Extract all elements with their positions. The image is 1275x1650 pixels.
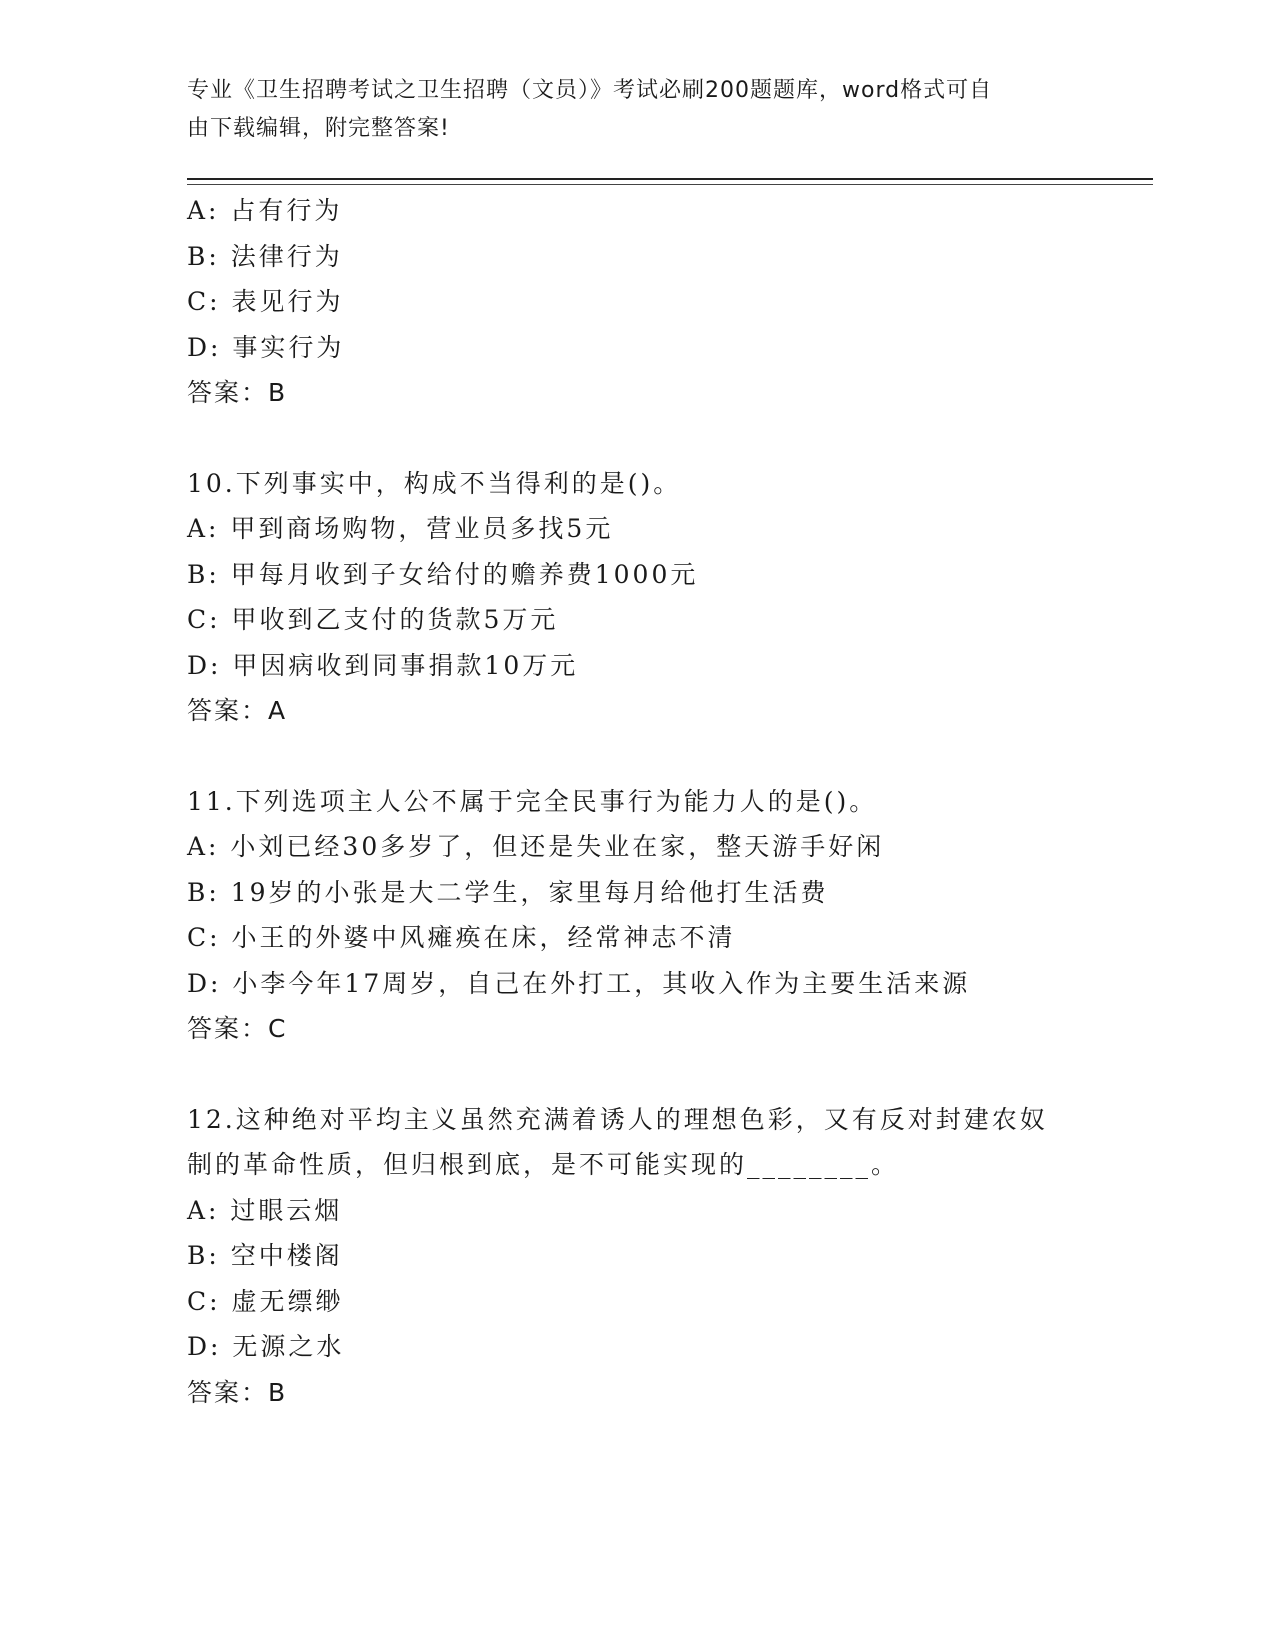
answer-label: 答案：B — [187, 378, 288, 407]
option-a: A: 过眼云烟 — [187, 1195, 343, 1225]
answer-label: 答案：C — [187, 1014, 288, 1043]
question-block-previous — [187, 188, 1147, 416]
option-a: A: 占有行为 — [187, 196, 343, 225]
option-d: D: 事实行为 — [187, 332, 345, 362]
option-c: C: 虚无缥缈 — [187, 1286, 344, 1316]
option-c: C: 小王的外婆中风瘫痪在床，经常神志不清 — [187, 923, 736, 952]
option-d: D: 甲因病收到同事捐款10万元 — [187, 650, 579, 680]
question-text-line-2: 制的革命性质，但归根到底，是不可能实现的________。 — [187, 1150, 900, 1179]
option-d: D: 小李今年17周岁，自己在外打工，其收入作为主要生活来源 — [187, 968, 971, 998]
question-text-line-1: 12.这种绝对平均主义虽然充满着诱人的理想色彩，又有反对封建农奴 — [187, 1104, 1048, 1134]
option-a: A: 小刘已经30多岁了，但还是失业在家，整天游手好闲 — [187, 832, 885, 861]
question-block-12 — [187, 1097, 1147, 1416]
header-divider-thin — [187, 184, 1153, 185]
header-divider-thick — [187, 178, 1153, 180]
header-line-1: 专业《卫生招聘考试之卫生招聘（文员）》考试必刷200题题库，word格式可自 — [187, 78, 993, 103]
answer-label: 答案：B — [187, 1377, 288, 1407]
option-c: C: 表见行为 — [187, 287, 344, 316]
option-b: B: 法律行为 — [187, 241, 343, 271]
question-block-11 — [187, 779, 1147, 1052]
answer-label: 答案：A — [187, 696, 288, 725]
option-b: B: 甲每月收到子女给付的赡养费1000元 — [187, 559, 699, 589]
question-text: 10.下列事实中，构成不当得利的是()。 — [187, 468, 682, 498]
question-list — [187, 188, 1147, 1415]
question-text: 11.下列选项主人公不属于完全民事行为能力人的是()。 — [187, 786, 878, 816]
document-header — [187, 72, 1087, 148]
option-c: C: 甲收到乙支付的货款5万元 — [187, 605, 559, 634]
option-a: A: 甲到商场购物，营业员多找5元 — [187, 514, 614, 543]
option-b: B: 空中楼阁 — [187, 1241, 343, 1270]
header-line-2: 由下载编辑，附完整答案! — [187, 116, 450, 141]
option-d: D: 无源之水 — [187, 1332, 345, 1361]
option-b: B: 19岁的小张是大二学生，家里每月给他打生活费 — [187, 877, 829, 907]
question-block-10 — [187, 461, 1147, 734]
